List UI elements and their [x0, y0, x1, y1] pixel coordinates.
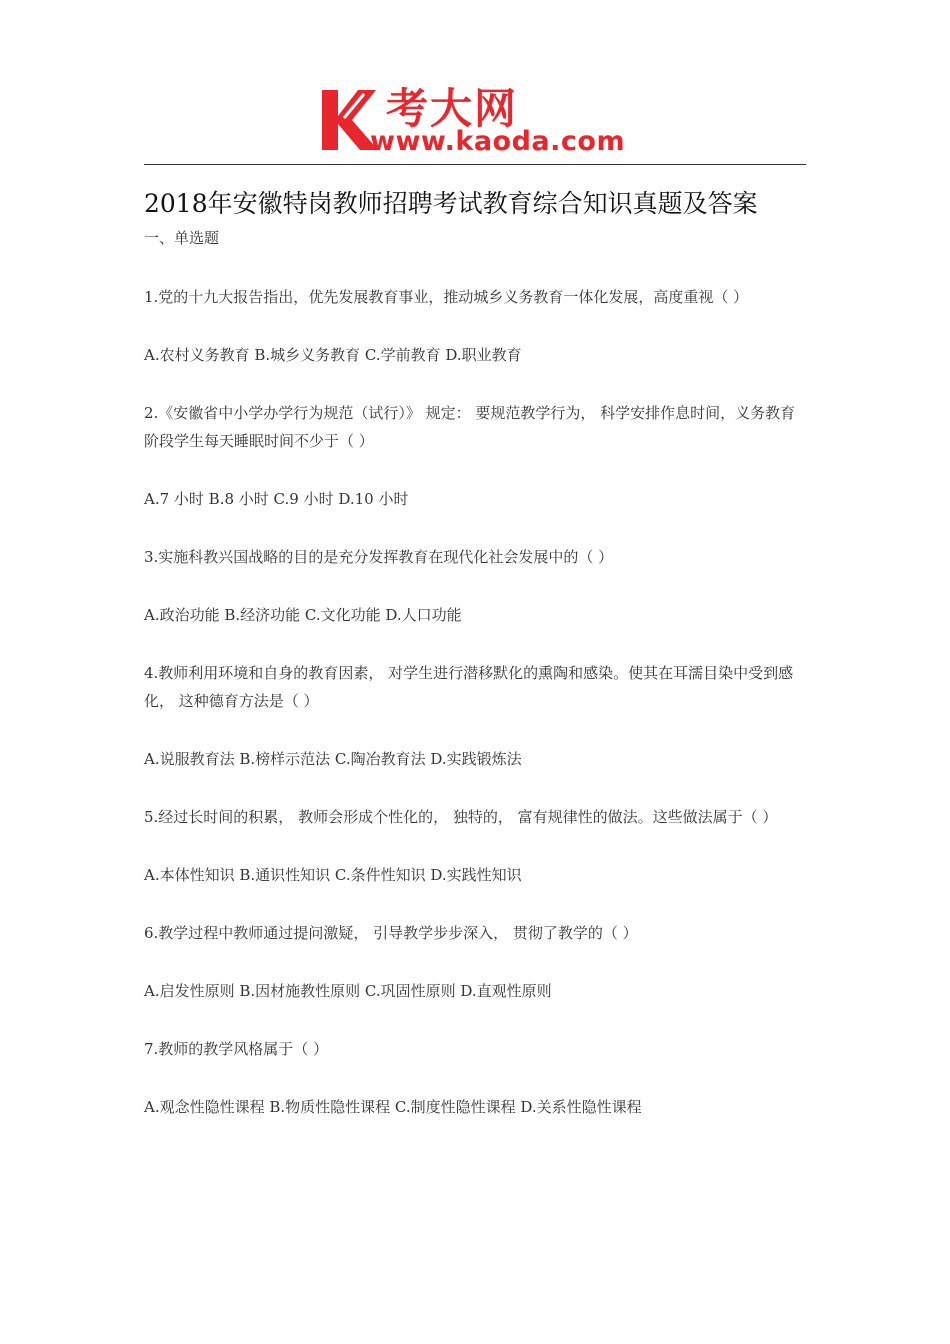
question-3: 3.实施科教兴国战略的目的是充分发挥教育在现代化社会发展中的（ ） [144, 548, 614, 566]
question-4: 4.教师利用环境和自身的教育因素， 对学生进行潜移默化的熏陶和感染。使其在耳濡目染中受到感化， 这种德育方法是（ ） [144, 664, 794, 710]
kaoda-logo [318, 82, 638, 160]
header-divider [144, 164, 806, 165]
document-title: 2018年安徽特岗教师招聘考试教育综合知识真题及答案 [144, 189, 758, 218]
logo-url-text: www.kaoda.com [370, 126, 626, 157]
question-7: 7.教师的教学风格属于（ ） [144, 1040, 329, 1058]
options-2: A.7 小时 B.8 小时 C.9 小时 D.10 小时 [144, 490, 409, 508]
question-2: 2.《安徽省中小学办学行为规范（试行）》 规定： 要规范教学行为， 科学安排作息时间，义务教育阶段学生每天睡眠时间不少于（ ） [144, 404, 796, 450]
question-5: 5.经过长时间的积累， 教师会形成个性化的， 独特的， 富有规律性的做法。这些做法属于（ ） [144, 808, 778, 826]
question-list [144, 283, 808, 1151]
options-4: A.说服教育法 B.榜样示范法 C.陶冶教育法 D.实践锻炼法 [144, 750, 522, 768]
options-7: A.观念性隐性课程 B.物质性隐性课程 C.制度性隐性课程 D.关系性隐性课程 [144, 1098, 642, 1116]
options-1: A.农村义务教育 B.城乡义务教育 C.学前教育 D.职业教育 [144, 346, 522, 364]
options-3: A.政治功能 B.经济功能 C.文化功能 D.人口功能 [144, 606, 462, 624]
question-1: 1.党的十九大报告指出，优先发展教育事业，推动城乡义务教育一体化发展，高度重视（ ） [144, 288, 749, 306]
section-heading: 一、单选题 [144, 229, 220, 247]
logo-chinese-text: 考大网 [386, 84, 519, 133]
question-6: 6.教学过程中教师通过提问激疑， 引导教学步步深入， 贯彻了教学的（ ） [144, 924, 638, 942]
options-5: A.本体性知识 B.通识性知识 C.条件性知识 D.实践性知识 [144, 866, 522, 884]
options-6: A.启发性原则 B.因材施教性原则 C.巩固性原则 D.直观性原则 [144, 982, 552, 1000]
